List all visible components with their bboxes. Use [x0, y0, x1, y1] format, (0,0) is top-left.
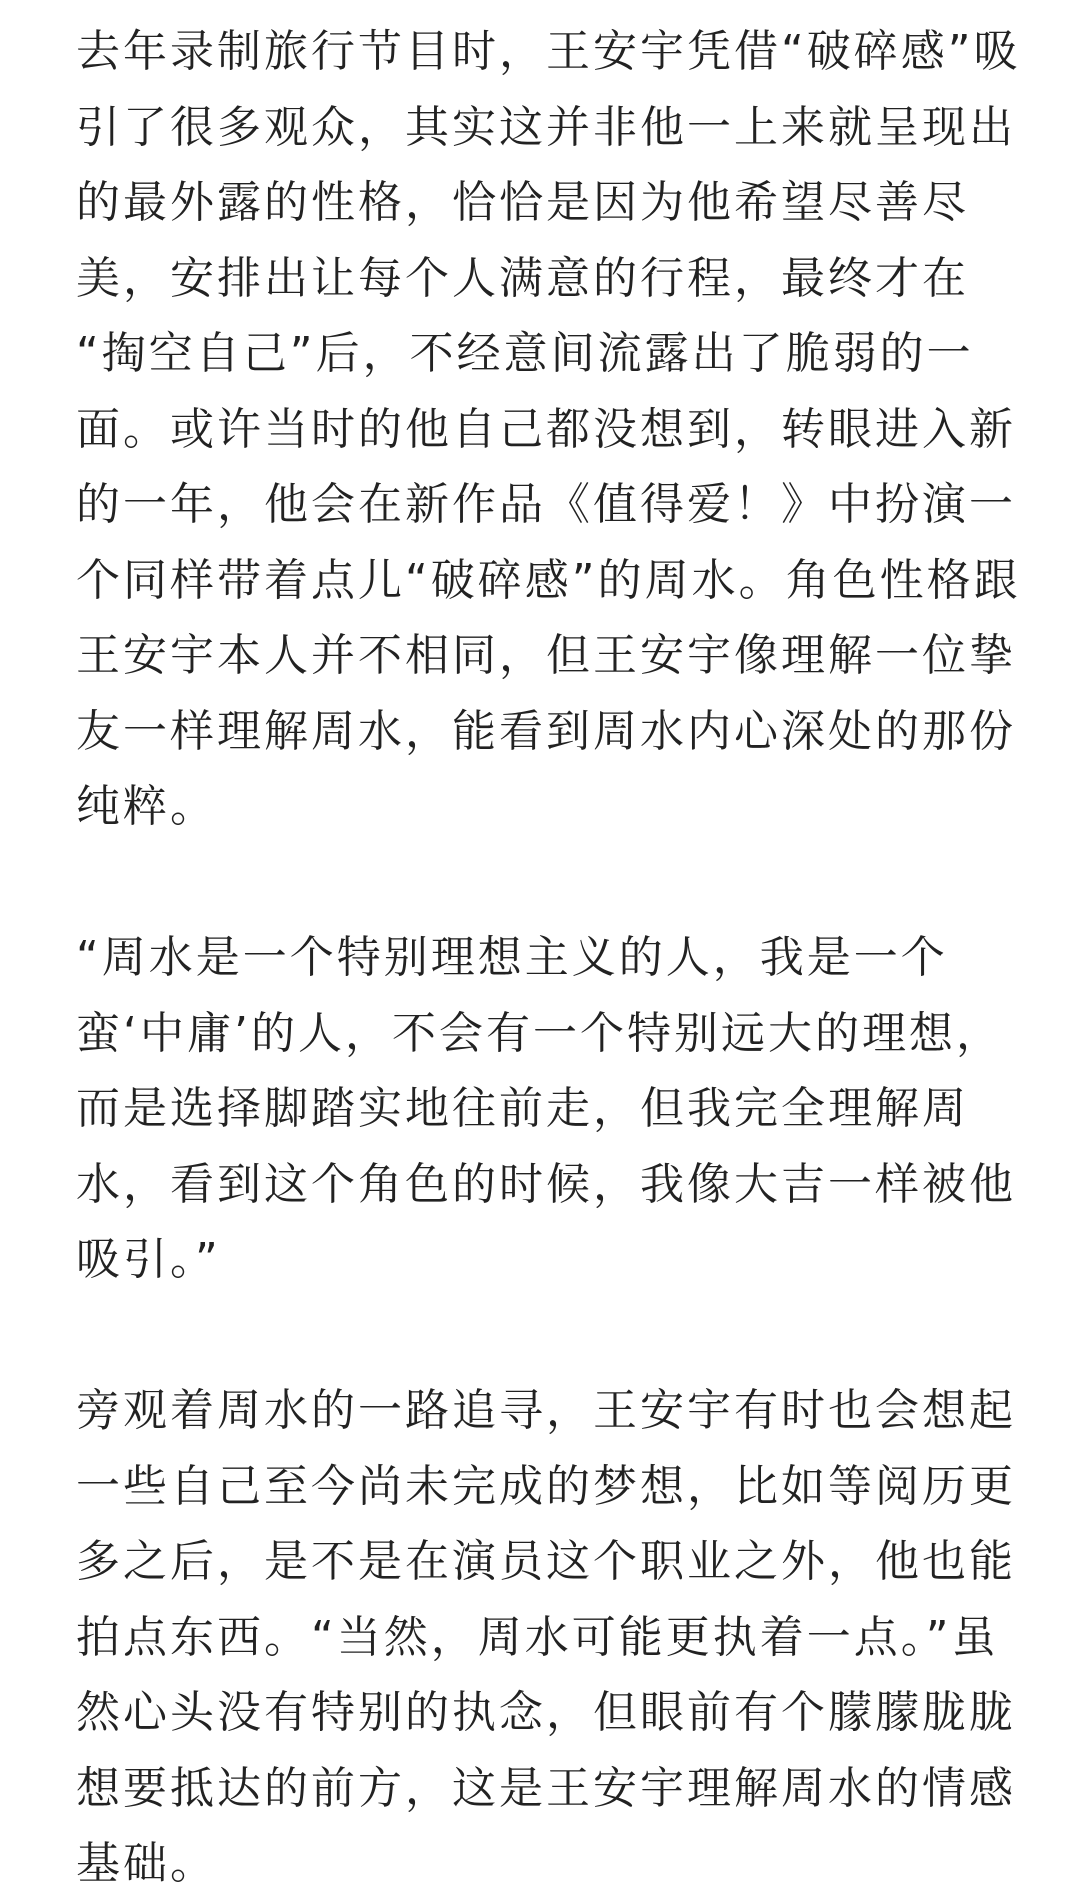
text-line: 的一年，他会在新作品《值得爱！》中扮演一 — [76, 479, 1016, 530]
text-line: 想要抵达的前方，这是王安宇理解周水的情感 — [76, 1762, 1016, 1814]
text-line: 而是选择脚踏实地往前走，但我完全理解周 — [76, 1083, 969, 1134]
text-line: 面。或许当时的他自己都没想到，转眼进入新 — [76, 403, 1016, 455]
paragraph-spacer — [76, 1298, 1006, 1374]
text-line: 个同样带着点儿“破碎感”的周水。角色性格跟 — [76, 554, 1021, 606]
text-line: “周水是一个特别理想主义的人，我是一个 — [76, 932, 948, 983]
text-line: 友一样理解周水，能看到周水内心深处的那份 — [76, 705, 1016, 757]
text-line: 引了很多观众，其实这并非他一上来就呈现出 — [76, 101, 1016, 153]
text-line: 基础。 — [76, 1838, 217, 1889]
text-line: 蛮‘中庸’的人，不会有一个特别远大的理想， — [76, 1007, 1003, 1059]
text-line: 的最外露的性格，恰恰是因为他希望尽善尽 — [76, 177, 969, 228]
article-body — [76, 14, 1021, 1902]
text-line: “掏空自己”后，不经意间流露出了脆弱的一 — [76, 328, 974, 379]
text-line: 一些自己至今尚未完成的梦想，比如等阅历更 — [76, 1460, 1016, 1512]
text-line: 去年录制旅行节目时，王安宇凭借“破碎感”吸 — [76, 26, 1021, 77]
text-line: 美，安排出让每个人满意的行程，最终才在 — [76, 252, 969, 304]
text-line: 王安宇本人并不相同，但王安宇像理解一位挚 — [76, 630, 1016, 681]
text-line: 旁观着周水的一路追寻，王安宇有时也会想起 — [76, 1385, 1016, 1436]
paragraph-2 — [76, 920, 1016, 1298]
text-line: 然心头没有特别的执念，但眼前有个朦朦胧胧 — [76, 1687, 1016, 1738]
text-line: 多之后，是不是在演员这个职业之外，他也能 — [76, 1536, 1016, 1587]
text-line: 纯粹。 — [76, 781, 217, 832]
paragraph-3 — [76, 1373, 1016, 1902]
text-line: 拍点东西。“当然，周水可能更执着一点。”虽 — [76, 1611, 999, 1663]
paragraph-1 — [76, 14, 1021, 845]
paragraph-spacer — [76, 845, 1006, 921]
text-line: 吸引。” — [76, 1234, 221, 1285]
text-line: 水，看到这个角色的时候，我像大吉一样被他 — [76, 1158, 1016, 1210]
